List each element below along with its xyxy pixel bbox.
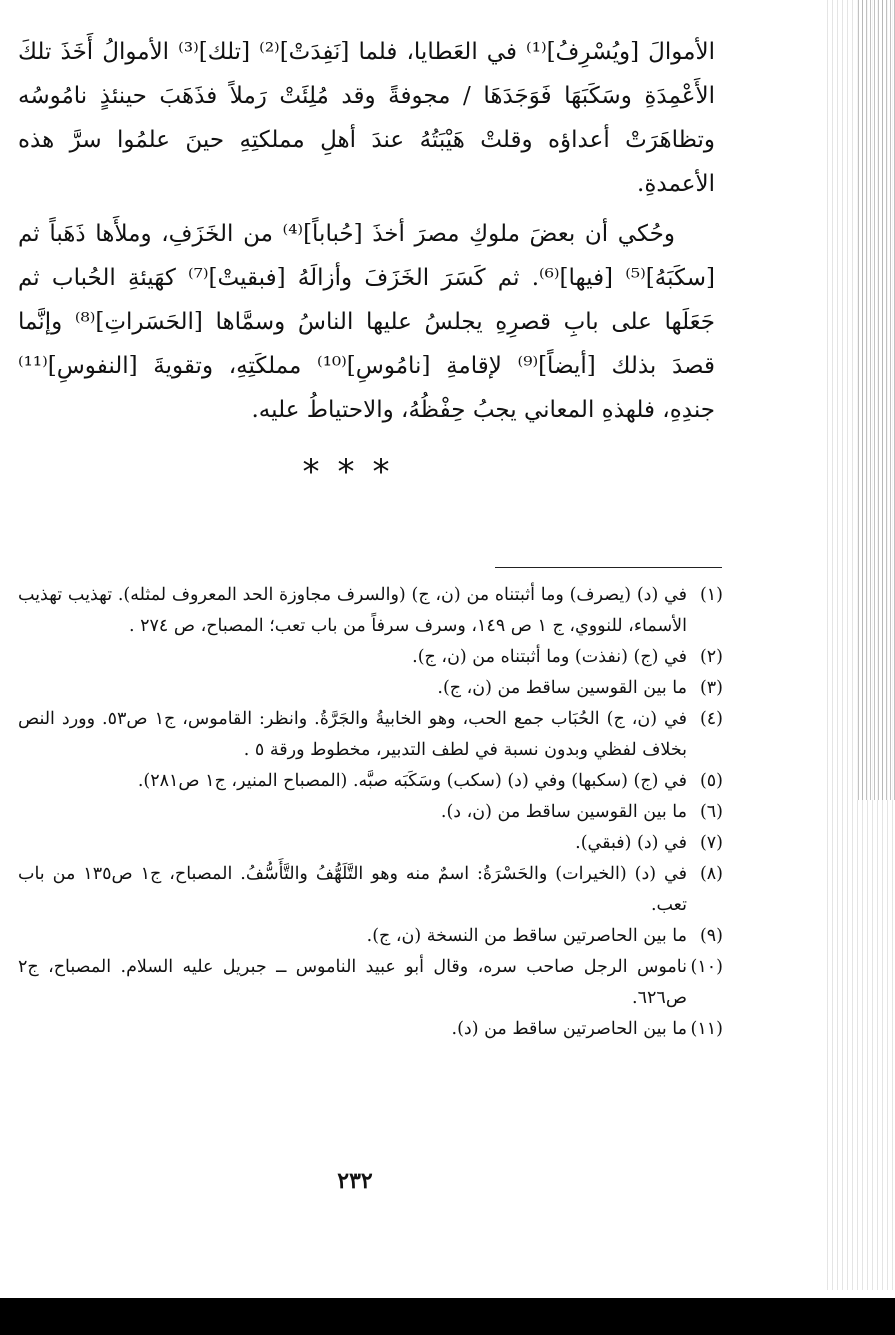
footnote-text: ما بين الحاصرتين ساقط من (د).	[451, 1019, 687, 1039]
footnote-number: (٣)	[699, 678, 723, 698]
page-edge-lines	[855, 0, 895, 800]
footnote-text: في (د) (فبقي).	[575, 833, 687, 853]
footnote-text: في (ن، ج) الحُبَاب جمع الحب، وهو الخابيةُ والجَرَّةُ. وانظر: القاموس، ج١ ص٥٣. وورد النص بخلاف لفظي وبدون نسبة في لطف التدبير، مخطوط ورقة ٥ .	[18, 709, 687, 760]
footnote	[18, 580, 723, 642]
footnote-number: (٩)	[699, 926, 723, 946]
footnote-number: (٨)	[699, 864, 723, 884]
footnote-number: (٦)	[699, 802, 723, 822]
footnote-text: في (د) (الخيرات) والحَسْرَةُ: اسمٌ منه وهو التَّلَهُّفُ والتَّأَسُّفُ. المصباح، ج١ ص١٣٥ من باب تعب.	[18, 864, 687, 915]
footnote-text: ما بين الحاصرتين ساقط من النسخة (ن، ج).	[366, 926, 687, 946]
footnotes-list	[18, 580, 723, 1045]
footnote-number: (٧)	[699, 833, 723, 853]
footnote-text: في (ج) (سكبها) وفي (د) (سكب) وسَكَبَه صبَّه. (المصباح المنير، ج١ ص٢٨١).	[137, 771, 687, 791]
footnote-text: في (ج) (نفذت) وما أثبتناه من (ن، ج).	[412, 647, 687, 667]
footnote	[18, 673, 723, 704]
footnote-divider	[495, 567, 722, 568]
footnote	[18, 828, 723, 859]
footnote	[18, 1014, 723, 1045]
page-number: ٢٣٢	[337, 1168, 373, 1194]
footnote-number: (٤)	[699, 709, 723, 729]
footnote-number: (١١)	[690, 1019, 723, 1039]
scan-border	[0, 1298, 895, 1335]
footnote-text: ناموس الرجل صاحب سره، وقال أبو عبيد الناموس ــ جبريل عليه السلام. المصباح، ج٢ ص٦٢٦.	[18, 957, 687, 1008]
footnote	[18, 797, 723, 828]
footnote	[18, 642, 723, 673]
footnote	[18, 952, 723, 1014]
footnote-number: (٢)	[699, 647, 723, 667]
footnote-text: في (د) (يصرف) وما أثبتناه من (ن، ج) (والسرف مجاوزة الحد المعروف لمثله). تهذيب تهذيب الأسماء، للنووي، ج ١ ص ١٤٩، وسرف سرفاً من باب تعب؛ المصباح، ص ٢٧٤ .	[18, 585, 687, 636]
paragraph: وحُكي أن بعضَ ملوكِ مصرَ أخذَ [حُباباً]⁽⁴⁾ من الخَزَفِ، وملأَها ذَهَباً ثم [سكَبَهُ]⁽⁵⁾ [فيها]⁽⁶⁾. ثم كَسَرَ الخَزَفَ وأزالَهُ [فبقيتْ]⁽⁷⁾ كهَيئةِ الحُباب ثم جَعَلَها على بابِ قصرِهِ يجلسُ عليها الناسُ وسمَّاها [الحَسَراتِ]⁽⁸⁾ وإنَّما قصدَ بذلك [أيضاً]⁽⁹⁾ لإقامةِ [نامُوسِ]⁽¹⁰⁾ مملكَتِهِ، وتقويةَ [النفوسِ]⁽¹¹⁾ جندِهِ، فلهذهِ المعاني يجبُ حِفْظُهُ، والاحتياطُ عليه.	[18, 221, 716, 423]
footnote-number: (١٠)	[690, 957, 723, 977]
main-text	[18, 30, 715, 432]
footnote-number: (١)	[699, 585, 723, 605]
footnote	[18, 859, 723, 921]
paragraph: الأموالَ [ويُسْرِفُ]⁽¹⁾ في العَطايا، فلما [نَفِدَتْ]⁽²⁾ [تلك]⁽³⁾ الأموالُ أَخَذَ تلكَ الأَعْمِدَةِ وسَكَبَهَا فَوَجَدَهَا / مجوفةً وقد مُلِئَتْ رَملاً فذَهَبَ حينئذٍ نامُوسُه وتظاهَرَتْ أعداؤه وقلتْ هَيْبَتُهُ عندَ أهلِ مملكتِهِ حينَ علمُوا سرَّ هذه الأعمدةِ.	[18, 39, 715, 197]
footnote-text: ما بين القوسين ساقط من (ن، ج).	[437, 678, 687, 698]
footnote	[18, 704, 723, 766]
footnote-text: ما بين القوسين ساقط من (ن، د).	[440, 802, 687, 822]
section-separator: ***	[302, 452, 408, 492]
footnote	[18, 766, 723, 797]
footnote	[18, 921, 723, 952]
footnote-number: (٥)	[699, 771, 723, 791]
